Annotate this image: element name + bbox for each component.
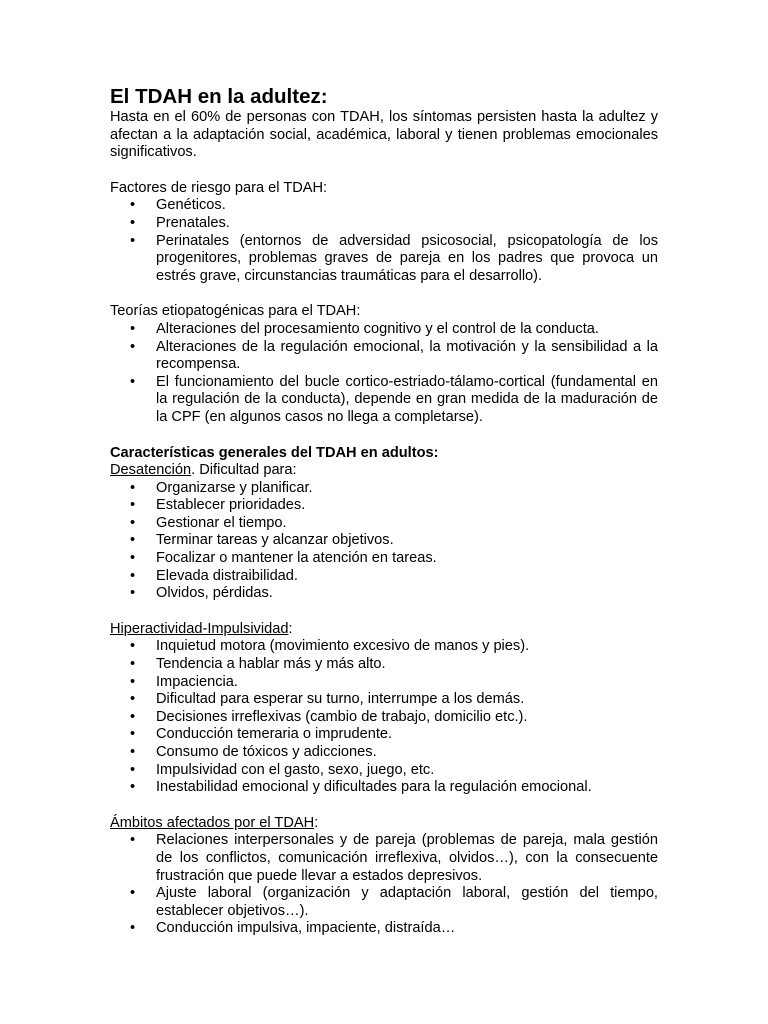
hiper-heading	[110, 621, 658, 639]
caracteristicas-heading: Características generales del TDAH en adultos:	[110, 444, 439, 461]
desatencion-label: Desatención	[110, 462, 192, 479]
spacer	[110, 603, 658, 621]
list-item: • Alteraciones de la regulación emocional, la motivación y la sensibilidad a la recompensa.	[110, 339, 658, 374]
list-item: • Elevada distraibilidad.	[110, 568, 658, 586]
list-item: • Decisiones irreflexivas (cambio de trabajo, domicilio etc.).	[110, 709, 658, 727]
list-item: • Dificultad para esperar su turno, interrumpe a los demás.	[110, 691, 658, 709]
list-item: • Perinatales (entornos de adversidad psicosocial, psicopatología de los progenitores, problemas graves de pareja en los padres que provoca un estrés grave, circunstancias traumáticas para el desarrollo).	[110, 233, 658, 286]
teorias-list	[110, 321, 658, 427]
spacer	[110, 797, 658, 815]
ambitos-suffix: :	[314, 814, 319, 831]
list-item: • Relaciones interpersonales y de pareja (problemas de pareja, mala gestión de los conflictos, comunicación irreflexiva, olvidos…), con la consecuente frustración que puede llevar a estados depresivos.	[110, 832, 658, 885]
list-item: • Conducción impulsiva, impaciente, distraída…	[110, 920, 658, 938]
hiper-label: Hiperactividad-Impulsividad	[110, 620, 289, 637]
list-item: • Olvidos, pérdidas.	[110, 585, 658, 603]
list-item: • Establecer prioridades.	[110, 497, 658, 515]
desatencion-suffix: . Dificultad para:	[191, 462, 297, 479]
list-item: • Gestionar el tiempo.	[110, 515, 658, 533]
hiper-list	[110, 638, 658, 796]
list-item: • Consumo de tóxicos y adicciones.	[110, 744, 658, 762]
list-item: • Focalizar o mantener la atención en tareas.	[110, 550, 658, 568]
list-item: • Tendencia a hablar más y más alto.	[110, 656, 658, 674]
teorias-heading: Teorías etiopatogénicas para el TDAH:	[110, 303, 361, 320]
list-item: • Organizarse y planificar.	[110, 480, 658, 498]
ambitos-heading	[110, 815, 658, 833]
list-item: • Impaciencia.	[110, 674, 658, 692]
list-item: • Genéticos.	[110, 197, 658, 215]
desatencion-heading	[110, 462, 658, 480]
ambitos-list	[110, 832, 658, 938]
list-item: • Ajuste laboral (organización y adaptación laboral, gestión del tiempo, establecer objetivos…).	[110, 885, 658, 920]
list-item: • Terminar tareas y alcanzar objetivos.	[110, 532, 658, 550]
list-item: • Prenatales.	[110, 215, 658, 233]
list-item: • Inestabilidad emocional y dificultades para la regulación emocional.	[110, 779, 658, 797]
spacer	[110, 427, 658, 445]
riesgo-heading: Factores de riesgo para el TDAH:	[110, 179, 328, 196]
list-item: • Conducción temeraria o imprudente.	[110, 726, 658, 744]
desatencion-list	[110, 480, 658, 603]
hiper-suffix: :	[288, 620, 293, 637]
document-title: El TDAH en la adultez:	[110, 85, 328, 108]
list-item: • Alteraciones del procesamiento cognitivo y el control de la conducta.	[110, 321, 658, 339]
spacer	[110, 162, 658, 180]
ambitos-label: Ámbitos afectados por el TDAH	[110, 814, 315, 831]
list-item: • Inquietud motora (movimiento excesivo de manos y pies).	[110, 638, 658, 656]
riesgo-list	[110, 197, 658, 285]
intro-paragraph: Hasta en el 60% de personas con TDAH, los síntomas persisten hasta la adultez y afectan a la adaptación social, académica, laboral y tienen problemas emocionales significativos.	[110, 109, 658, 161]
spacer	[110, 285, 658, 303]
list-item: • El funcionamiento del bucle cortico-estriado-tálamo-cortical (fundamental en la regulación de la conducta), depende en gran medida de la maduración de la CPF (en algunos casos no llega a completarse).	[110, 374, 658, 427]
list-item: • Impulsividad con el gasto, sexo, juego, etc.	[110, 762, 658, 780]
document-page	[110, 86, 658, 938]
